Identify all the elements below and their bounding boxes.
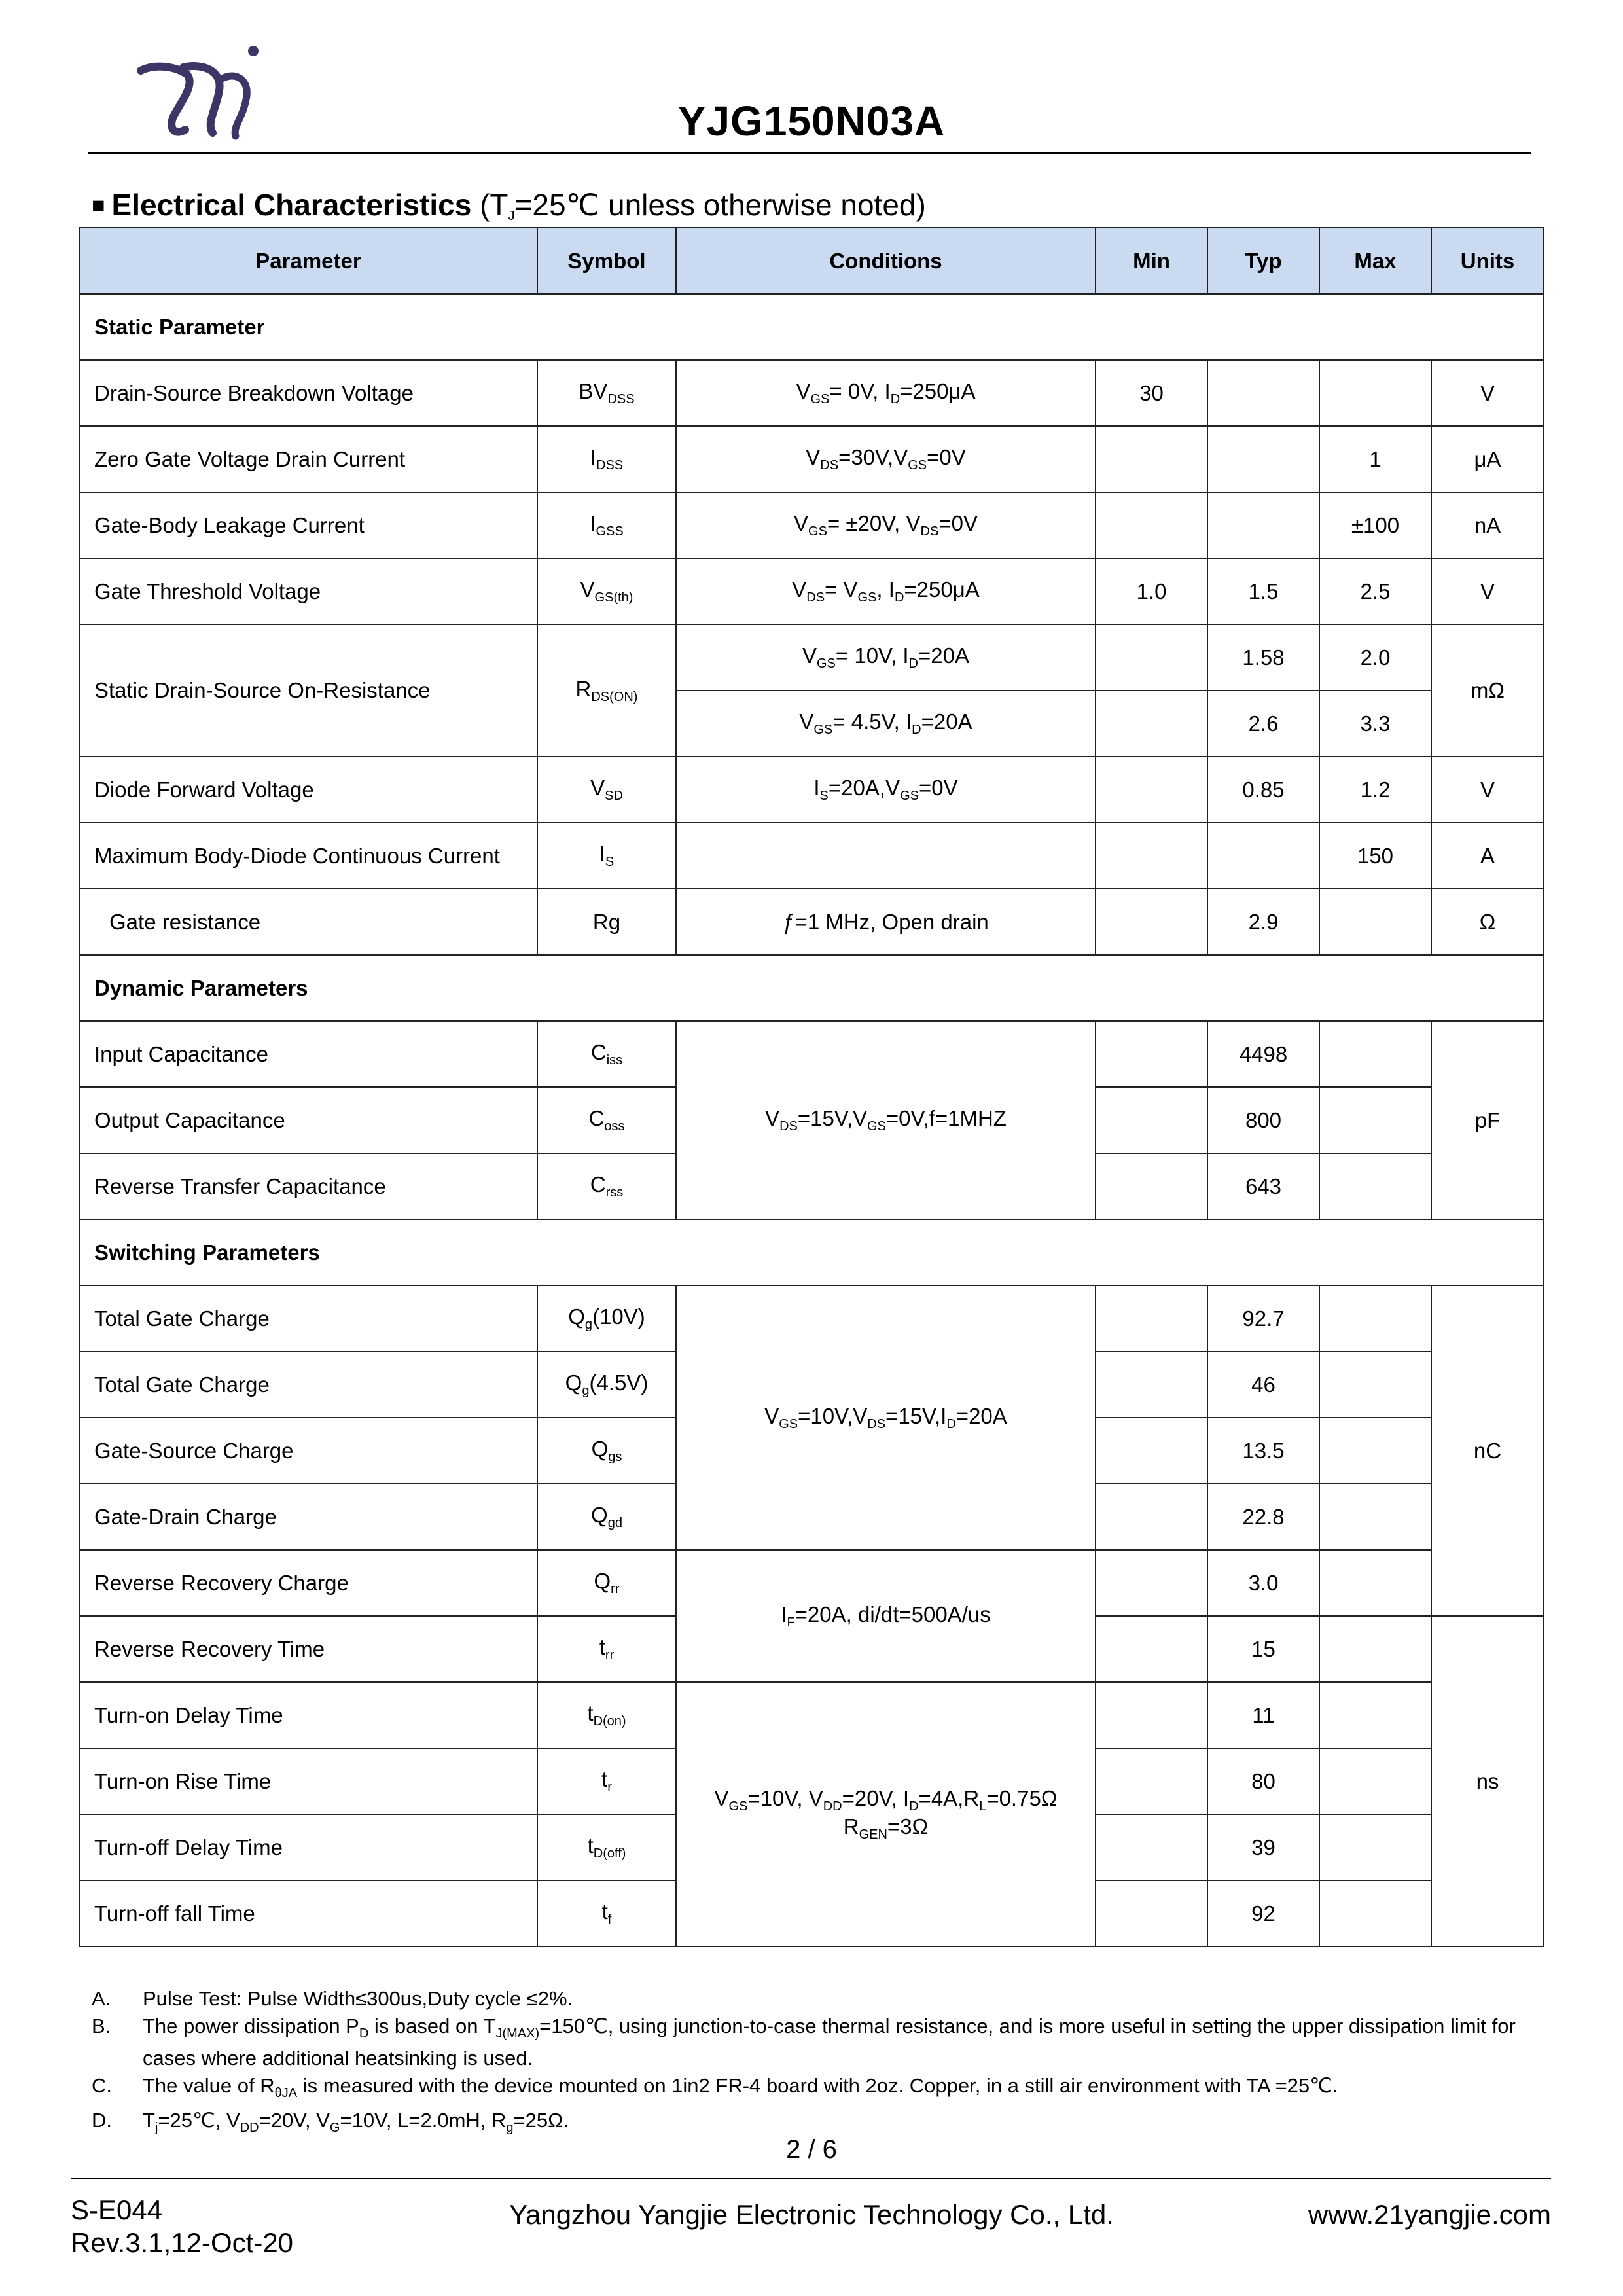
table-row: Gate-Source Charge $Q_{gs}$ 13.5: [79, 1418, 1544, 1484]
table-row: Gate resistance Rg ƒ=1 MHz, Open drain 2.9 Ω: [79, 889, 1544, 955]
table-row: Turn-off fall Time $t_f$ 92: [79, 1880, 1544, 1946]
table-row: Input Capacitance $C_{iss}$ $V_{DS}=15V,V_{GS}=0V,f=1MHZ$ 4498 pF: [79, 1021, 1544, 1087]
footnote-c: C. The value of $R_{\theta JA}$ is measured with the device mounted on 1in2 FR-4 board with 2oz. Copper, in a still air environment with TA =25℃.: [92, 2074, 1338, 2100]
table-row: Maximum Body-Diode Continuous Current $I_S$ 150 A: [79, 823, 1544, 889]
reverse-recovery-conditions: $I_F=20A$, di/dt=500A/us: [676, 1550, 1096, 1682]
table-row: Diode Forward Voltage $V_{SD}$ $I_S=20A,V_{GS}=0V$ 0.85 1.2 V: [79, 757, 1544, 823]
section-row-switching: Switching Parameters: [79, 1219, 1544, 1285]
table-row: Total Gate Charge $Q_g(10V)$ $V_{GS}=10V,V_{DS}=15V,I_D=20A$ 92.7 nC: [79, 1285, 1544, 1352]
footnote-d: D. $T_j=25℃$, $V_{DD}=20V$, $V_G=10V$, L=2.0mH, $R_g=25\Omega$.: [92, 2109, 569, 2135]
section-condition: ($T_J=25℃$ unless otherwise noted): [480, 188, 926, 223]
square-bullet-icon: ■: [92, 193, 105, 218]
section-row-static: Static Parameter: [79, 294, 1544, 360]
table-row: $V_{GS}= 4.5V$, $I_D=20A$ 2.6 3.3: [79, 691, 1544, 757]
table-row: Reverse Recovery Charge $Q_{rr}$ $I_F=20A$, di/dt=500A/us 3.0: [79, 1550, 1544, 1616]
footnote-a: A. Pulse Test: Pulse Width≤300us,Duty cycle ≤2%.: [92, 1987, 573, 2010]
table-row: Gate-Drain Charge $Q_{gd}$ 22.8: [79, 1484, 1544, 1550]
footnote-b: B. The power dissipation $P_D$ is based on $T_{J(MAX)}=150℃$, using junction-to-case thermal resistance, and is more useful in setting the upper dissipation limit for cases where additional heatsinking is used.: [92, 2015, 1516, 2070]
gate-charge-conditions: $V_{GS}=10V,V_{DS}=15V,I_D=20A$: [676, 1285, 1096, 1550]
company-name: Yangzhou Yangjie Electronic Technology Co., Ltd.: [509, 2199, 1114, 2230]
table-row: Total Gate Charge $Q_g(4.5V)$ 46: [79, 1352, 1544, 1418]
table-row: Reverse Transfer Capacitance $C_{rss}$ 643: [79, 1153, 1544, 1219]
document-code: S-E044: [71, 2195, 163, 2225]
table-row: Turn-on Delay Time $t_{D(on)}$ $V_{GS}=10V$, $V_{DD}=20V$, $I_D=4A,R_L=0.75\Omega$ $R_{GEN}=3\Omega$ 11: [79, 1682, 1544, 1748]
footer-rule: [71, 2178, 1551, 2179]
table-row: Drain-Source Breakdown Voltage $BV_{DSS}$ $V_{GS}= 0V$, $I_D=250\mu A$ 30 V: [79, 360, 1544, 426]
table-row: Static Drain-Source On-Resistance $R_{DS(ON)}$ $V_{GS}= 10V$, $I_D=20A$ 1.58 2.0 mΩ: [79, 624, 1544, 691]
dynamic-conditions: $V_{DS}=15V,V_{GS}=0V,f=1MHZ$: [676, 1021, 1096, 1219]
col-header-max: Max: [1319, 228, 1431, 294]
col-header-symbol: Symbol: [537, 228, 676, 294]
electrical-characteristics-table: [79, 227, 1544, 1947]
table-row: Output Capacitance $C_{oss}$ 800: [79, 1087, 1544, 1153]
table-header-row: [79, 228, 1544, 294]
col-header-units: Units: [1431, 228, 1544, 294]
website-link[interactable]: www.21yangjie.com: [1308, 2199, 1551, 2230]
table-row: Gate Threshold Voltage $V_{GS(th)}$ $V_{DS}= V_{GS}$, $I_D=250\mu A$ 1.0 1.5 2.5 V: [79, 558, 1544, 624]
part-number-title: YJG150N03A: [677, 98, 946, 145]
col-header-parameter: Parameter: [79, 228, 537, 294]
table-row: Zero Gate Voltage Drain Current $I_{DSS}$ $V_{DS}=30V,V_{GS}=0V$ 1 μA: [79, 426, 1544, 492]
section-row-dynamic: Dynamic Parameters: [79, 955, 1544, 1021]
col-header-typ: Typ: [1207, 228, 1319, 294]
section-title: Electrical Characteristics: [111, 188, 472, 222]
table-row: Turn-off Delay Time $t_{D(off)}$ 39: [79, 1814, 1544, 1880]
header-rule: [88, 152, 1531, 154]
table-row: Turn-on Rise Time $t_r$ 80: [79, 1748, 1544, 1814]
page-number: 2 / 6: [786, 2135, 837, 2164]
col-header-min: Min: [1096, 228, 1207, 294]
table-row: Reverse Recovery Time $t_{rr}$ 15 ns: [79, 1616, 1544, 1682]
switching-conditions: $V_{GS}=10V$, $V_{DD}=20V$, $I_D=4A,R_L=0.75\Omega$ $R_{GEN}=3\Omega$: [676, 1682, 1096, 1946]
section-heading: [92, 187, 926, 224]
document-revision: Rev.3.1,12-Oct-20: [71, 2227, 294, 2258]
table-row: Gate-Body Leakage Current $I_{GSS}$ $V_{GS}= \pm 20V$, $V_{DS}=0V$ ±100 nA: [79, 492, 1544, 558]
footnotes: [92, 1986, 1538, 2143]
col-header-conditions: Conditions: [676, 228, 1096, 294]
